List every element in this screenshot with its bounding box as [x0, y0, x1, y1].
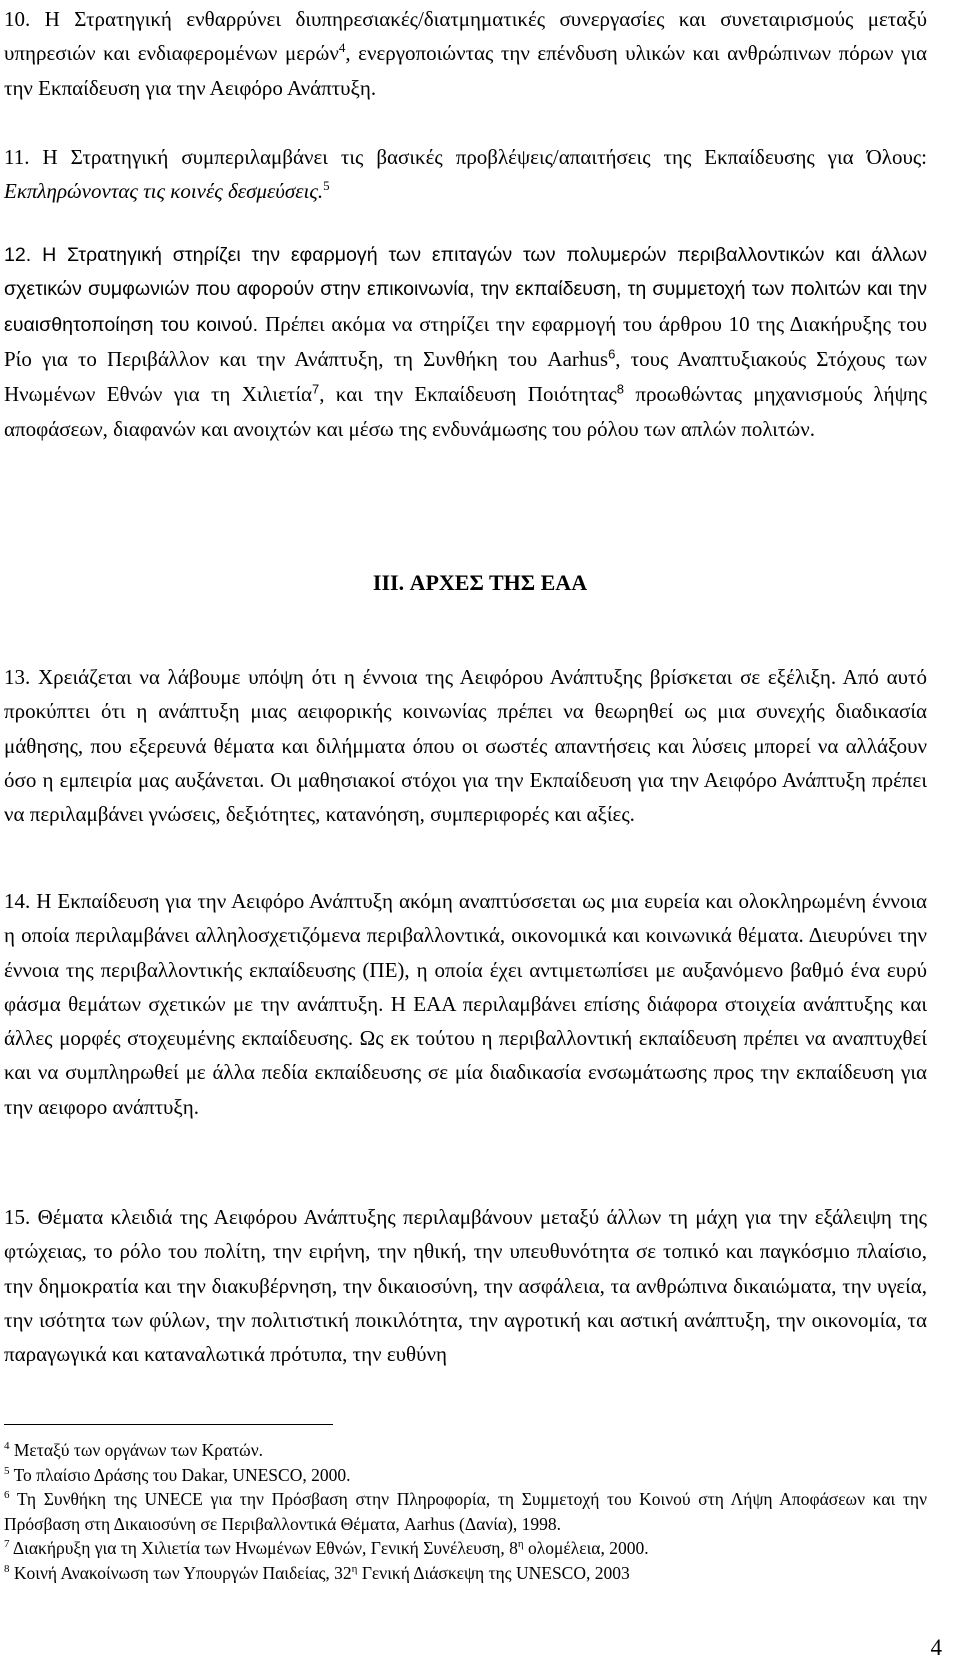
paragraph-13: 13. Χρειάζεται να λάβουμε υπόψη ότι η έννοια της Αειφόρου Ανάπτυξης βρίσκεται σε εξέλιξη. Από αυτό προκύπτει ότι η ανάπτυξη μιας αειφορικής κοινωνίας πρέπει να θεωρηθεί ως μια συνεχής διαδικασία μάθησης, που εξερευνά θέματα και διλήμματα όπου οι σωστές απαντήσεις και λύσεις μπορεί να αλλάξουν όσο η εμπειρία μας αυξάνεται. Οι μαθησιακοί στόχοι για την Εκπαίδευση για την Αειφόρο Ανάπτυξη πρέπει να περιλαμβάνει γνώσεις, δεξιότητες, κατανόηση, συμπεριφορές και αξίες. — [4, 665, 927, 827]
footnote-ref-7: 7 — [312, 381, 320, 397]
footnote-text: Γενική Διάσκεψη της UNESCO, 2003 — [357, 1562, 630, 1583]
footnote-number: 8 — [4, 1562, 10, 1575]
paragraph-12 — [4, 238, 927, 448]
section-heading: III. ΑΡΧΕΣ ΤΗΣ ΕΑΑ — [372, 570, 588, 595]
footnote-number: 5 — [4, 1464, 10, 1477]
footnote-text: ολομέλεια, 2000. — [523, 1538, 649, 1558]
paragraph-11-text: 11. Η Στρατηγική συμπεριλαμβάνει τις βασικές προβλέψεις/απαιτήσεις της Εκπαίδευσης για Όλους: — [4, 145, 927, 169]
ordinal-suffix: η — [351, 1562, 358, 1575]
footnote-text: Τη Συνθήκη της UNECE για την Πρόσβαση στην Πληροφορία, τη Συμμετοχή του Κοινού στη Λήψη Αποφάσεων και την Πρόσβαση στη Δικαιοσύνη σε Περιβαλλοντικά Θέματα, Aarhus (Δανία), 1998. — [4, 1489, 927, 1534]
paragraph-12-text-c: , τους Αναπτυξιακούς Στόχους των Ηνωμένων Εθνών για τη Χιλιετία — [4, 346, 927, 407]
paragraph-14: 14. Η Εκπαίδευση για την Αειφόρο Ανάπτυξη ακόμη αναπτύσσεται ως μια ευρεία και ολοκληρωμένη έννοια η οποία περιλαμβάνει αλληλοσχετιζόμενα περιβαλλοντικά, οικονομικά και κοινωνικά θέματα. Διευρύνει την έννοια της περιβαλλοντικής εκπαίδευσης (ΠΕ), η οποία έχει αντιμετωπίσει με αυξανόμενο βαθμό ένα ευρύ φάσμα θεμάτων σχετικών με την ανάπτυξη. Η ΕΑΑ περιλαμβάνει επίσης διάφορα στοιχεία ανάπτυξης και άλλες μορφές στοχευμένης εκπαίδευσης. Ως εκ τούτου η περιβαλλοντική εκπαίδευση πρέπει να αναπτυχθεί και να συμπληρωθεί με άλλα πεδία εκπαίδευσης σε μία διαδικασία ενσωμάτωσης προς την εκπαίδευση για την αειφορο ανάπτυξη. — [4, 889, 927, 1119]
footnote-text: Μεταξύ των οργάνων των Κρατών. — [13, 1440, 263, 1460]
footnote-8 — [4, 1561, 927, 1586]
paragraph-10-text-b: , ενεργοποιώντας την επένδυση υλικών και ανθρώπινων πόρων για την Εκπαίδευση για την Αειφόρο Ανάπτυξη. — [4, 41, 927, 100]
footnote-text: Διακήρυξη για τη Χιλιετία των Ηνωμένων Εθνών, Γενική Συνέλευση, 8 — [12, 1538, 518, 1558]
footnote-divider — [4, 1424, 333, 1425]
footnote-ref-4: 4 — [338, 40, 346, 56]
footnotes — [4, 1438, 927, 1585]
paragraph-15: 15. Θέματα κλειδιά της Αειφόρου Ανάπτυξης περιλαμβάνουν μεταξύ άλλων τη μάχη για την εξάλειψη της φτώχειας, το ρόλο του πολίτη, την ειρήνη, την ηθική, την υπευθυνότητα σε τοπικό και παγκόσμιο πλαίσιο, την δημοκρατία και την διακυβέρνηση, την δικαιοσύνη, την ασφάλεια, τα ανθρώπινα δικαιώματα, την υγεία, την ισότητα των φύλων, την πολιτιστική ποικιλότητα, την αγροτική και αστική ανάπτυξη, την οικονομία, τα παραγωγικά και καταναλωτικά πρότυπα, την ευθύνη — [4, 1205, 927, 1367]
footnote-7 — [4, 1536, 927, 1561]
footnote-6 — [4, 1487, 927, 1536]
footnote-5 — [4, 1463, 927, 1488]
footnote-ref-8: 8 — [616, 381, 625, 397]
footnote-4 — [4, 1438, 927, 1463]
footnote-text: Κοινή Ανακοίνωση των Υπουργών Παιδείας, 32 — [13, 1562, 352, 1583]
paragraph-12-text-e: προωθώντας μηχανισμούς λήψης αποφάσεων, διαφανών και ανοιχτών και μέσω της ενδυνάμωσης του ρόλου των απλών πολιτών. — [4, 382, 927, 442]
footnote-number: 7 — [4, 1538, 10, 1551]
paragraph-12-text-a: 12. Η Στρατηγική στηρίζει την εφαρμογή των επιταγών των πολυμερών περιβαλλοντικών και άλλων σχετικών συμφωνιών που αφορούν στην επικοινωνία, την εκπαίδευση, τη συμμετοχή των πολιτών και την ευαισθητοποίηση του κοινού. — [4, 244, 927, 336]
footnote-ref-5: 5 — [323, 178, 330, 194]
paragraph-12-text-b: Πρέπει ακόμα να στηρίζει την εφαρμογή του άρθρου 10 της Διακήρυξης του Ρίο για το Περιβάλλον και την Ανάπτυξη, τη Συνθήκη του Aarhus — [4, 311, 928, 371]
paragraph-11-italic-title: Εκπληρώνοντας τις κοινές δεσμεύσεις. — [4, 179, 324, 204]
paragraph-12-text-d: , και την Εκπαίδευση Ποιότητας — [319, 382, 617, 407]
footnote-ref-6: 6 — [608, 346, 616, 362]
paragraph-10-text-a: 10. Η Στρατηγική ενθαρρύνει διυπηρεσιακές/διατμηματικές συνεργασίες και συνεταιρισμούς μεταξύ υπηρεσιών και ενδιαφερομένων μερών — [4, 7, 927, 66]
footnote-number: 4 — [4, 1440, 10, 1453]
footnote-text: Το πλαίσιο Δράσης του Dakar, UNESCO, 2000. — [13, 1464, 351, 1485]
page-number: 4 — [930, 1635, 942, 1660]
footnote-number: 6 — [4, 1489, 10, 1502]
paragraph-10 — [4, 2, 927, 105]
paragraph-11 — [4, 140, 927, 209]
ordinal-suffix: η — [517, 1538, 524, 1551]
